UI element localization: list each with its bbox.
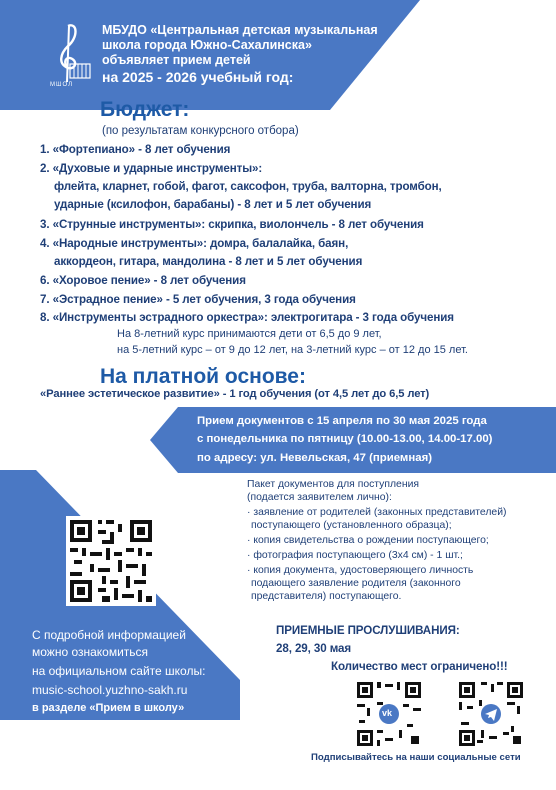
package-subtitle: (подается заявителем лично):: [247, 492, 392, 503]
documents-dates: Прием документов с 15 апреля по 30 мая 2025 года: [197, 415, 487, 427]
paid-item: «Раннее эстетическое развитие» - 1 год обучения (от 4,5 лет до 6,5 лет): [40, 388, 430, 400]
budget-item-4: 4. «Народные инструменты»: домра, балалайка, баян,: [40, 237, 349, 250]
budget-item-7: 7. «Эстрадное пение» - 5 лет обучения, 3 года обучения: [40, 293, 356, 306]
budget-item-6: 6. «Хоровое пение» - 8 лет обучения: [40, 274, 246, 287]
documents-address: по адресу: ул. Невельская, 47 (приемная): [197, 452, 433, 464]
auditions-dates: 28, 29, 30 мая: [276, 642, 352, 655]
package-item-3: · фотография поступающего (3х4 см) - 1 шт.;: [247, 550, 463, 561]
info-section: в разделе «Прием в школу»: [32, 702, 185, 714]
logo-caption: МШОЛ: [50, 82, 74, 88]
header-line-1: МБУДО «Центральная детская музыкальная: [102, 23, 378, 37]
qr-code-icon: [457, 680, 525, 748]
package-item-2: · копия свидетельства о рождении поступающего;: [247, 535, 489, 546]
budget-item-2-instruments: флейта, кларнет, гобой, фагот, саксофон, труба, валторна, тромбон,: [54, 180, 442, 193]
budget-title: Бюджет:: [100, 98, 190, 121]
documents-hours: с понедельника по пятницу (10.00-13.00, 14.00-17.00): [197, 433, 493, 445]
budget-item-4-terms: аккордеон, гитара, мандолина - 8 лет и 5 лет обучения: [54, 255, 363, 268]
telegram-qr-code[interactable]: [457, 680, 525, 748]
info-line-3: на официальном сайте школы:: [32, 664, 206, 678]
header-year: на 2025 - 2026 учебный год:: [102, 69, 294, 85]
budget-item-3: 3. «Струнные инструменты»: скрипка, виолончель - 8 лет обучения: [40, 218, 424, 231]
school-logo: [48, 20, 92, 92]
header-line-3: объявляет прием детей: [102, 53, 251, 67]
package-title: Пакет документов для поступления: [247, 479, 420, 490]
budget-item-2-terms: ударные (ксилофон, барабаны) - 8 лет и 5 лет обучения: [54, 198, 372, 211]
qr-code-icon: [66, 516, 156, 606]
auditions-title: ПРИЕМНЫЕ ПРОСЛУШИВАНИЯ:: [276, 624, 460, 637]
budget-subtitle: (по результатам конкурсного отбора): [102, 125, 299, 137]
package-item-1-cont: поступающего (установленного образца);: [251, 520, 452, 531]
age-note-line-1: На 8-летний курс принимаются дети от 6,5 до 9 лет,: [117, 328, 382, 340]
age-note-line-2: на 5-летний курс – от 9 до 12 лет, на 3-летний курс – от 12 до 15 лет.: [117, 344, 468, 356]
vk-qr-code[interactable]: [355, 680, 423, 748]
package-item-4-cont-1: подающего заявление родителя (законного: [251, 578, 461, 589]
package-item-4-cont-2: представителя) поступающего.: [251, 591, 402, 602]
budget-item-8: 8. «Инструменты эстрадного оркестра»: электрогитара - 3 года обучения: [40, 311, 454, 324]
package-item-4: · копия документа, удостоверяющего личность: [247, 565, 474, 576]
limited-places: Количество мест ограничено!!!: [331, 660, 508, 673]
budget-item-2: 2. «Духовые и ударные инструменты»:: [40, 162, 263, 175]
header-line-2: школа города Южно-Сахалинска»: [102, 38, 312, 52]
website-link[interactable]: music-school.yuzhno-sakh.ru: [32, 683, 188, 697]
budget-item-1: 1. «Фортепиано» - 8 лет обучения: [40, 143, 231, 156]
info-line-1: С подробной информацией: [32, 628, 186, 642]
social-caption: Подписывайтесь на наши социальные сети: [311, 752, 521, 763]
website-qr-code[interactable]: [66, 516, 156, 606]
info-line-2: можно ознакомиться: [32, 645, 149, 659]
vk-glyph: vk: [382, 708, 393, 718]
paid-title: На платной основе:: [100, 365, 306, 388]
package-item-1: · заявление от родителей (законных представителей): [247, 507, 507, 518]
